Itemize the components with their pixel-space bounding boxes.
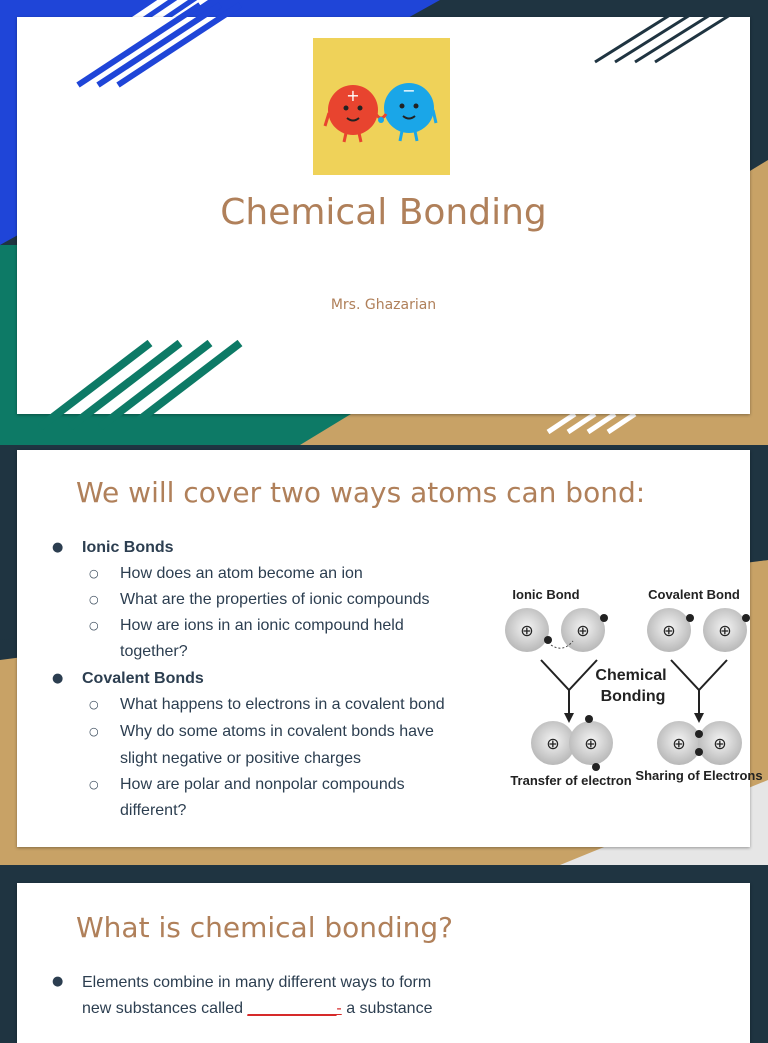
transfer-of-electron-label: Transfer of electron [510, 773, 632, 788]
merge-arrow-icon [541, 660, 597, 715]
bullet-dot-icon: ● [52, 974, 64, 989]
presenter-name: Mrs. Ghazarian [330, 297, 437, 313]
sub-item-continuation: different? [120, 802, 187, 819]
nucleus-icon: ⊕ [520, 621, 534, 640]
electron-icon [592, 763, 600, 771]
sub-item: How are polar and nonpolar compounds [120, 776, 405, 793]
nucleus-icon: ⊕ [713, 734, 727, 753]
nucleus-icon: ⊕ [662, 621, 676, 640]
bullet-circle-icon: ○ [89, 567, 99, 580]
title-slide[interactable] [17, 17, 750, 414]
definition-paragraph [82, 970, 512, 1022]
fill-in-blank: __________- [247, 1000, 342, 1017]
list-item-covalent-bonds: Covalent Bonds [82, 670, 204, 687]
ionic-bond-label: Ionic Bond [512, 587, 580, 602]
minus-sign: − [402, 81, 416, 100]
chemical-label: Chemical [595, 667, 667, 684]
sub-item-continuation: together? [120, 643, 188, 660]
nucleus-icon: ⊕ [584, 734, 598, 753]
sub-item: What are the properties of ionic compounds [120, 591, 430, 608]
sharing-of-electrons-label: Sharing of Electrons [635, 768, 763, 783]
sub-item: Why do some atoms in covalent bonds have [120, 723, 434, 740]
electron-icon [695, 730, 703, 738]
bonding-label: Bonding [600, 688, 666, 705]
bullet-circle-icon: ○ [89, 593, 99, 606]
covalent-bond-label: Covalent Bond [648, 587, 740, 602]
definition-slide[interactable] [17, 883, 750, 1043]
paragraph-line-2-start: new substances called [82, 1000, 248, 1017]
slide-heading: We will cover two ways atoms can bond: [76, 476, 646, 509]
electron-icon [695, 748, 703, 756]
plus-sign: + [346, 86, 360, 105]
bullet-circle-icon: ○ [89, 619, 99, 632]
electron-icon [544, 636, 552, 644]
nucleus-icon: ⊕ [576, 621, 590, 640]
sub-item: What happens to electrons in a covalent bond [120, 696, 445, 713]
paragraph-line-1: Elements combine in many different ways to form [82, 974, 432, 991]
electron-icon [686, 614, 694, 622]
sub-item: How does an atom become an ion [120, 565, 363, 582]
bullet-circle-icon: ○ [89, 778, 99, 791]
sub-item-continuation: slight negative or positive charges [120, 750, 362, 767]
nucleus-icon: ⊕ [546, 734, 560, 753]
bullet-circle-icon: ○ [89, 725, 99, 738]
overview-slide[interactable] [17, 450, 763, 847]
sub-item: How are ions in an ionic compound held [120, 617, 404, 634]
nucleus-icon: ⊕ [718, 621, 732, 640]
bullet-dot-icon: ● [52, 671, 64, 686]
electron-icon [600, 614, 608, 622]
atoms-holding-hands-icon [313, 38, 450, 175]
list-item-ionic-bonds: Ionic Bonds [82, 539, 174, 556]
electron-icon [585, 715, 593, 723]
chemical-bonding-diagram [501, 585, 763, 795]
slide-heading: What is chemical bonding? [76, 911, 453, 944]
bullet-dot-icon: ● [52, 540, 64, 555]
paragraph-line-2-end: a substance [341, 1000, 433, 1017]
merge-arrow-icon [671, 660, 727, 715]
nucleus-icon: ⊕ [672, 734, 686, 753]
bullet-circle-icon: ○ [89, 698, 99, 711]
presentation-title: Chemical Bonding [220, 192, 547, 233]
electron-icon [742, 614, 750, 622]
